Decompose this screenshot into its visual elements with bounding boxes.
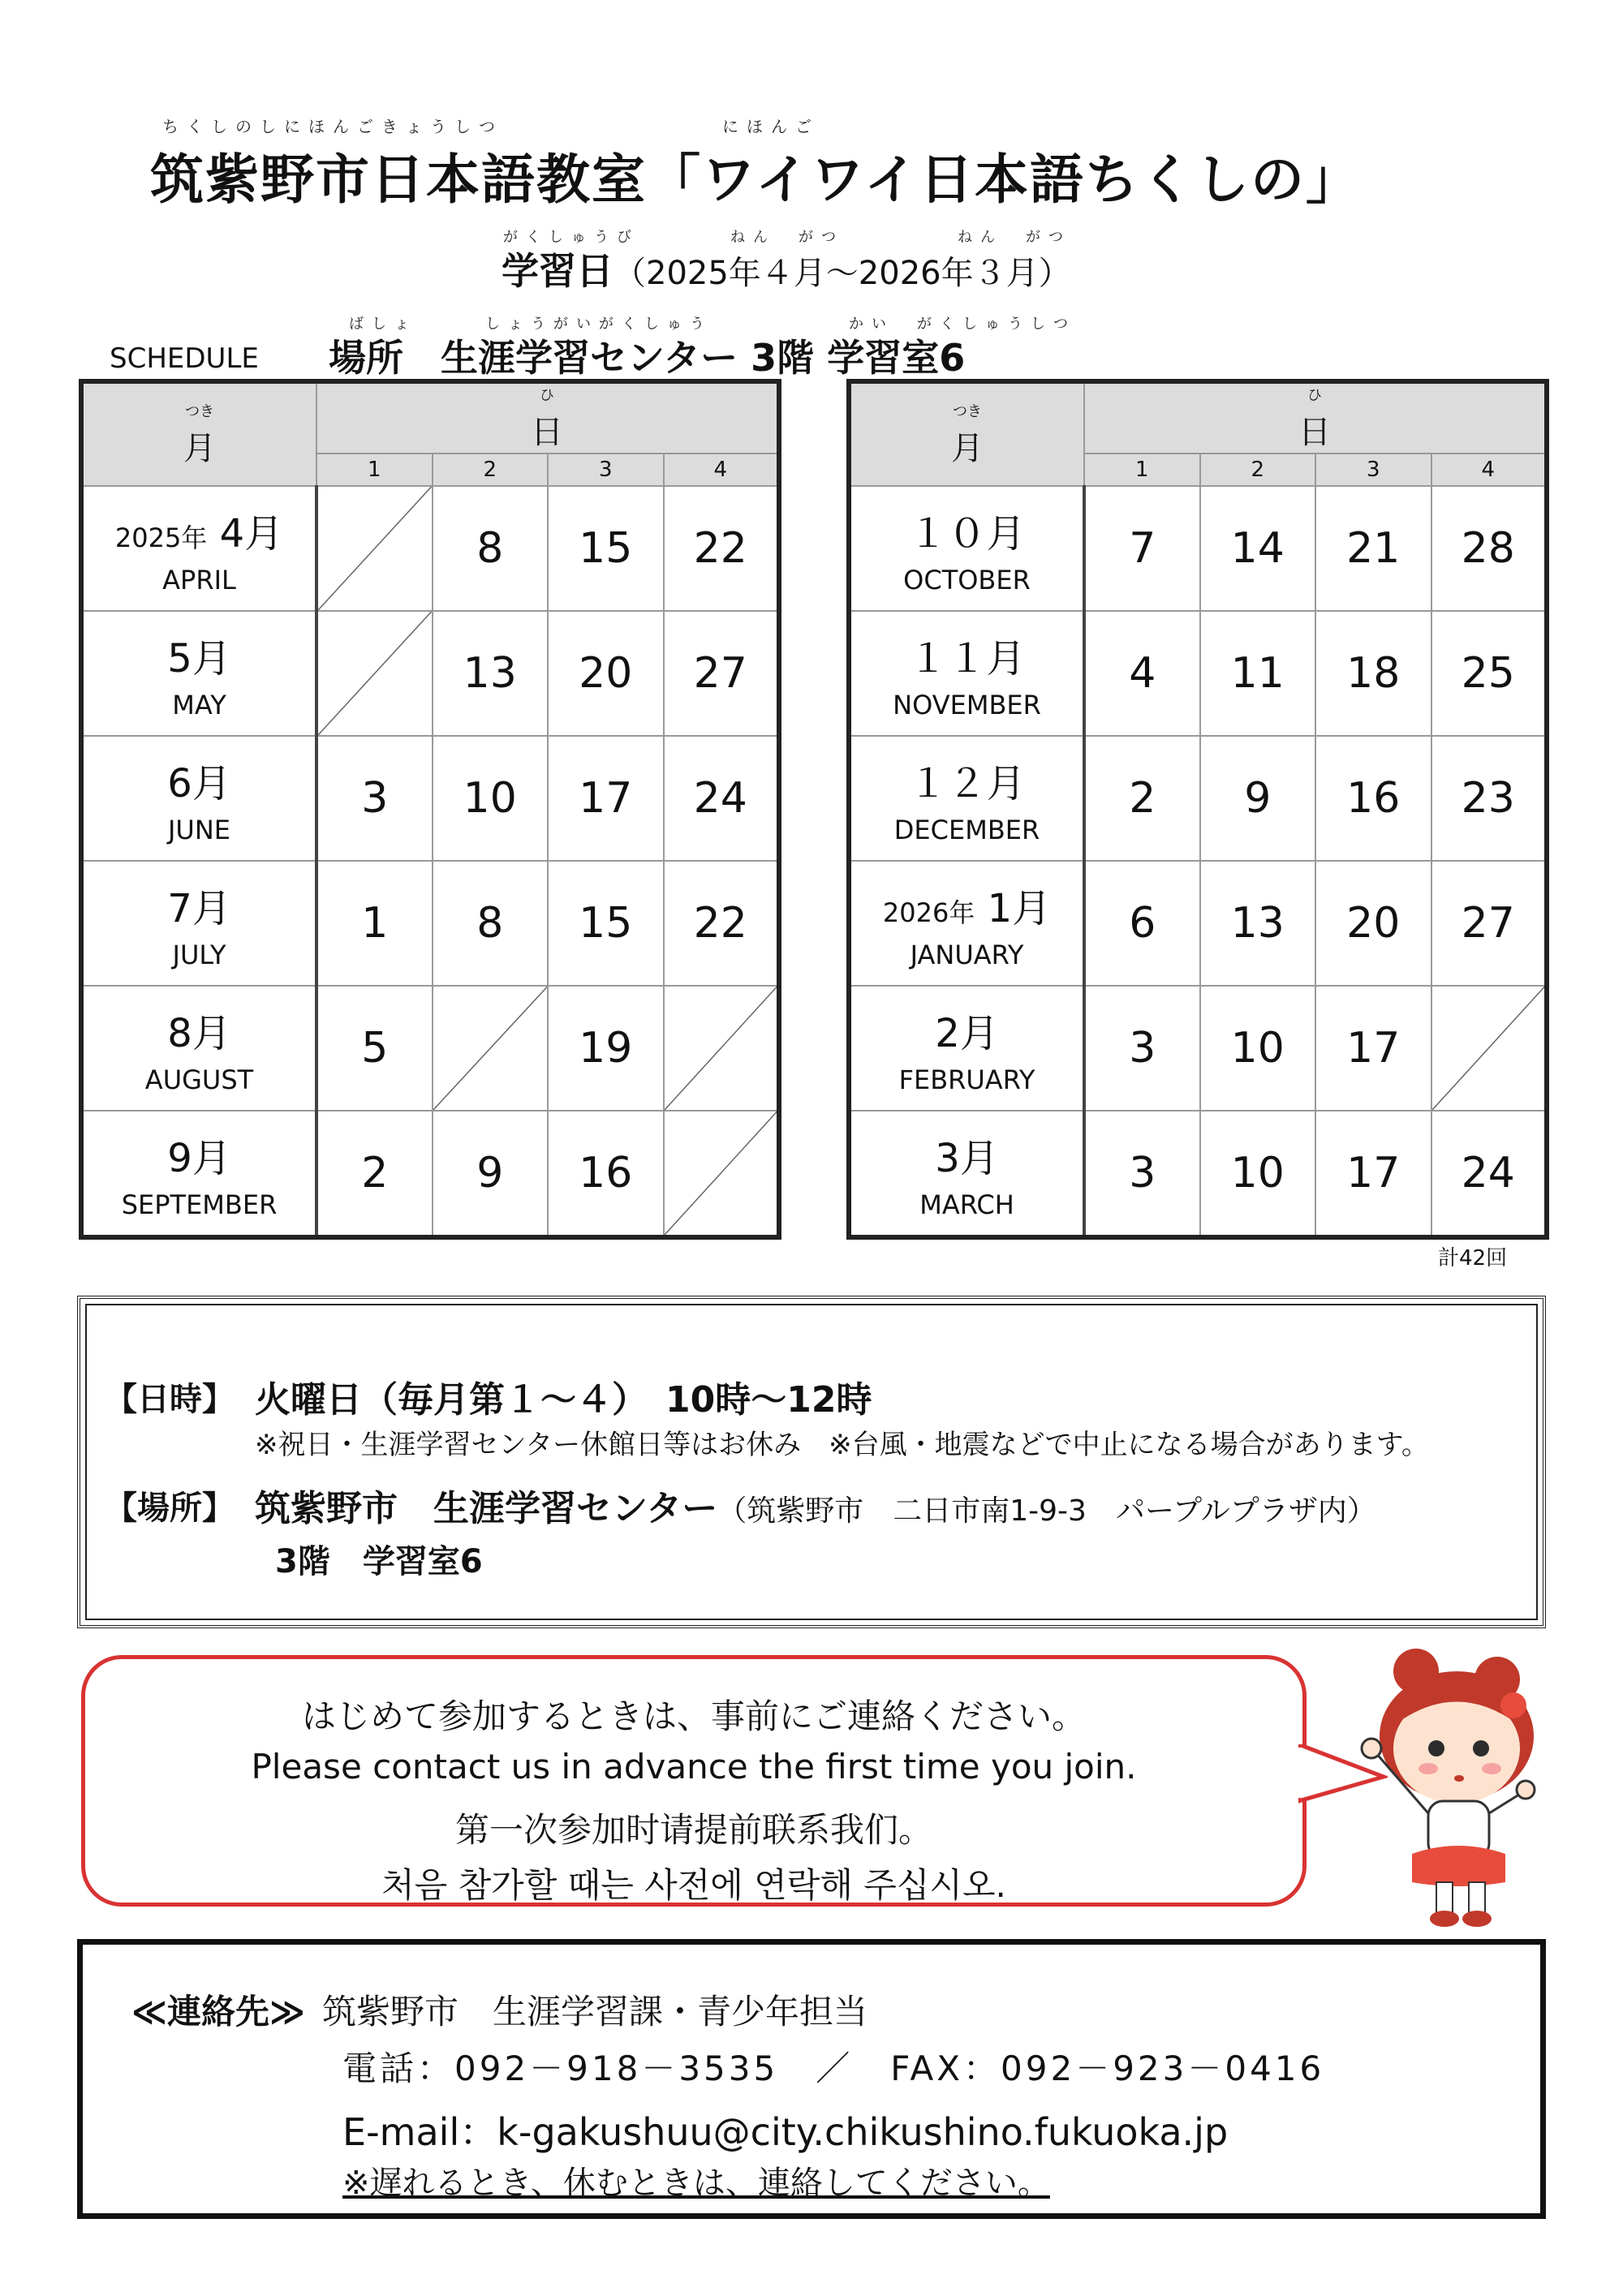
class-day: 10 [433, 736, 549, 861]
month-row [849, 736, 1547, 861]
month-en: MAY [172, 689, 226, 720]
class-day: 24 [664, 736, 780, 861]
class-day: 4 [1084, 611, 1200, 736]
month-en: MARCH [919, 1189, 1014, 1220]
class-day: 5 [316, 986, 433, 1111]
notice-zh: 第一次参加时请提前联系我们。 [454, 1810, 932, 1850]
month-en: JANUARY [910, 939, 1024, 970]
class-day: 24 [1431, 1111, 1548, 1237]
month-cell [849, 486, 1084, 611]
subtitle-period: （2025年４月～2026年３月） [613, 255, 1071, 292]
class-day: 3 [316, 736, 433, 861]
month-jp [851, 1127, 1083, 1183]
class-day: 3 [1084, 1111, 1200, 1237]
month-jp-label: １０月 [908, 510, 1026, 557]
month-row [81, 986, 779, 1111]
month-cell [81, 1111, 316, 1237]
month-jp-label: 6月 [167, 760, 231, 806]
month-en: AUGUST [144, 1064, 254, 1095]
month-header [849, 381, 1084, 486]
class-day: 13 [433, 611, 549, 736]
week-header: 1 [316, 454, 433, 486]
place-label: 【場所】 [105, 1490, 235, 1527]
month-header-label: 月 [951, 430, 984, 467]
month-header-ruby: つき [953, 403, 982, 420]
class-day: 10 [1200, 986, 1316, 1111]
title-ruby: ちくしのしにほんごきょうしつ にほんご [162, 117, 820, 136]
class-day: 22 [664, 486, 780, 611]
class-day: 2 [316, 1111, 433, 1237]
month-row [81, 1111, 779, 1237]
contact-email: E-mail：k-gakushuu@city.chikushino.fukuoka.jp [342, 2110, 1229, 2154]
month-jp [84, 752, 315, 808]
month-cell [81, 486, 316, 611]
month-en: SEPTEMBER [121, 1189, 278, 1220]
class-day: 10 [1200, 1111, 1316, 1237]
month-row [849, 986, 1547, 1111]
week-header: 3 [548, 454, 664, 486]
month-jp [84, 1127, 315, 1183]
class-day: 20 [548, 611, 664, 736]
class-day: 17 [1315, 1111, 1431, 1237]
month-header-ruby: つき [185, 403, 214, 420]
place-name: 筑紫野市 生涯学習センター [255, 1488, 718, 1529]
month-row [81, 736, 779, 861]
month-jp [84, 1002, 315, 1058]
month-jp-label: 9月 [167, 1135, 231, 1181]
day-header-ruby: ひ [1307, 387, 1322, 404]
month-row [81, 611, 779, 736]
month-header-label: 月 [183, 430, 216, 467]
month-header [81, 381, 316, 486]
class-day: 9 [433, 1111, 549, 1237]
no-class-cell [1431, 986, 1548, 1111]
month-jp-label: １１月 [908, 635, 1026, 681]
day-header [316, 381, 779, 454]
notice-ja: はじめて参加するときは、事前にご連絡ください。 [301, 1696, 1086, 1736]
month-cell [849, 861, 1084, 986]
notice-en: Please contact us in advance the first time you join. [251, 1747, 1137, 1786]
month-jp-label: 1月 [987, 885, 1052, 931]
month-cell [81, 861, 316, 986]
datetime-value: 火曜日（毎月第１～４） 10時～12時 [255, 1379, 872, 1421]
month-row [849, 611, 1547, 736]
contact-box [77, 1939, 1546, 2219]
week-header: 1 [1084, 454, 1200, 486]
month-jp-label: 8月 [167, 1010, 231, 1056]
month-row [849, 486, 1547, 611]
place-ruby: ばしょ しょうがいがくしゅう かい がくしゅうしつ [349, 316, 1076, 333]
month-year: 2026年 [882, 896, 975, 928]
month-jp [851, 502, 1083, 558]
place-value [255, 1479, 1376, 1531]
class-day: 23 [1431, 736, 1548, 861]
subtitle [502, 242, 1071, 295]
class-day: 15 [548, 486, 664, 611]
class-day: 8 [433, 486, 549, 611]
info-box [77, 1296, 1546, 1628]
day-header-label: 日 [531, 414, 563, 451]
contact-dept: 筑紫野市 生涯学習課・青少年担当 [322, 1992, 868, 2032]
class-day: 2 [1084, 736, 1200, 861]
class-day: 19 [548, 986, 664, 1111]
contact-phone: 電話：092－918－3535 ／ FAX：092－923－0416 [342, 2049, 1325, 2088]
month-jp-label: １２月 [908, 760, 1026, 806]
month-jp [851, 1002, 1083, 1058]
class-day: 11 [1200, 611, 1316, 736]
subtitle-ruby: がくしゅうび ねん がつ ねん がつ [503, 229, 1071, 246]
class-day: 22 [664, 861, 780, 986]
month-jp [84, 502, 315, 558]
class-day: 20 [1315, 861, 1431, 986]
class-day: 1 [316, 861, 433, 986]
place-room: 3階 学習室6 [275, 1543, 483, 1580]
page-title: 筑紫野市日本語教室「ワイワイ日本語ちくしの」 [150, 148, 1362, 211]
day-header-ruby: ひ [540, 387, 554, 404]
month-jp-label: 4月 [219, 510, 284, 557]
contact-label: ≪連絡先≫ [131, 1992, 305, 2032]
notice-bubble [81, 1655, 1307, 1907]
week-header: 3 [1315, 454, 1431, 486]
class-day: 15 [548, 861, 664, 986]
class-day: 21 [1315, 486, 1431, 611]
subtitle-main: 学習日 [502, 249, 613, 293]
month-en: FEBRUARY [898, 1064, 1035, 1095]
class-day: 27 [1431, 861, 1548, 986]
class-day: 27 [664, 611, 780, 736]
day-header-label: 日 [1298, 414, 1331, 451]
month-en: OCTOBER [903, 564, 1031, 595]
week-header: 2 [1200, 454, 1316, 486]
class-day: 9 [1200, 736, 1316, 861]
week-header: 2 [433, 454, 549, 486]
no-class-cell [664, 986, 780, 1111]
class-day: 3 [1084, 986, 1200, 1111]
month-en: DECEMBER [893, 814, 1040, 845]
class-day: 6 [1084, 861, 1200, 986]
month-jp-label: 7月 [167, 885, 231, 931]
month-jp [851, 877, 1083, 933]
class-day: 17 [548, 736, 664, 861]
class-day: 14 [1200, 486, 1316, 611]
class-day: 13 [1200, 861, 1316, 986]
contact-note: ※遅れるとき、休むときは、連絡してください。 [342, 2165, 1050, 2202]
class-day: 7 [1084, 486, 1200, 611]
month-jp [84, 877, 315, 933]
no-class-cell [316, 611, 433, 736]
total-sessions: 計42回 [1438, 1246, 1508, 1271]
diagonal-slash-icon [1432, 987, 1545, 1110]
month-en: APRIL [162, 564, 236, 595]
class-day: 28 [1431, 486, 1548, 611]
month-en: JULY [172, 939, 226, 970]
class-day: 25 [1431, 611, 1548, 736]
week-header: 4 [1431, 454, 1548, 486]
diagonal-slash-icon [318, 487, 432, 610]
diagonal-slash-icon [433, 987, 548, 1110]
month-year: 2025年 [114, 522, 208, 553]
month-jp [851, 752, 1083, 808]
place-heading: 場所 生涯学習センター 3階 学習室6 [329, 336, 966, 380]
place-address: （筑紫野市 二日市南1-9-3 パープルプラザ内） [717, 1494, 1376, 1528]
mascot-illustration [1315, 1647, 1550, 1939]
diagonal-slash-icon [665, 1111, 777, 1235]
day-header [1084, 381, 1547, 454]
month-en: JUNE [167, 814, 230, 845]
class-day: 16 [1315, 736, 1431, 861]
diagonal-slash-icon [665, 987, 777, 1110]
class-day: 8 [433, 861, 549, 986]
month-row [849, 861, 1547, 986]
month-cell [81, 736, 316, 861]
class-day: 18 [1315, 611, 1431, 736]
no-class-cell [316, 486, 433, 611]
month-cell [81, 611, 316, 736]
month-cell [81, 986, 316, 1111]
schedule-label: SCHEDULE [110, 342, 259, 375]
month-jp [84, 627, 315, 683]
notice-ko: 처음 참가할 때는 사전에 연락해 주십시오. [381, 1865, 1006, 1905]
no-class-cell [433, 986, 549, 1111]
month-cell [849, 736, 1084, 861]
month-row [81, 486, 779, 611]
calendar-right [846, 379, 1549, 1240]
month-en: NOVEMBER [893, 689, 1041, 720]
diagonal-slash-icon [318, 612, 432, 735]
week-header: 4 [664, 454, 780, 486]
month-jp [851, 627, 1083, 683]
class-day: 16 [548, 1111, 664, 1237]
calendar-left [79, 379, 781, 1240]
no-class-cell [664, 1111, 780, 1237]
month-jp-label: 2月 [935, 1010, 999, 1056]
class-day: 17 [1315, 986, 1431, 1111]
month-jp-label: 5月 [167, 635, 231, 681]
month-jp-label: 3月 [935, 1135, 999, 1181]
datetime-label: 【日時】 [105, 1381, 235, 1418]
datetime-note: ※祝日・生涯学習センター休館日等はお休み ※台風・地震などで中止になる場合があります。 [255, 1429, 1429, 1461]
month-cell [849, 1111, 1084, 1237]
month-row [81, 861, 779, 986]
month-cell [849, 611, 1084, 736]
month-cell [849, 986, 1084, 1111]
month-row [849, 1111, 1547, 1237]
